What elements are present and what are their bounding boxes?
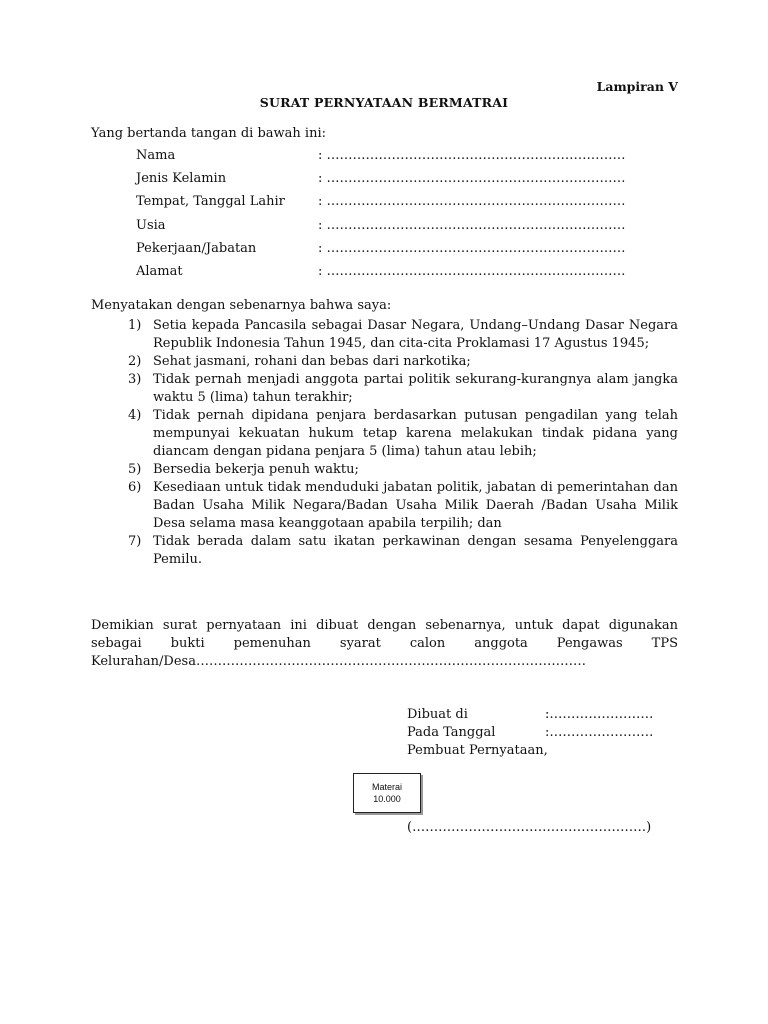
place-value-blank: :……………………: [545, 707, 654, 722]
field-value-blank: : ……………………………………………………………: [318, 263, 626, 279]
item-text: Kesediaan untuk tidak menduduki jabatan politik, jabatan di pemerintahan dan Badan Usaha Milik Negara/Badan Usaha Milik Daerah /Badan Usaha Milik Desa selama masa keanggotaan apabila terpilih; dan: [153, 480, 678, 531]
field-label: Jenis Kelamin: [136, 171, 227, 187]
field-value-blank: : ……………………………………………………………: [318, 148, 626, 163]
field-row-age: [136, 217, 626, 240]
stamp-box: [353, 773, 421, 813]
field-value-blank: : ……………………………………………………………: [318, 240, 626, 256]
field-label: Pekerjaan/Jabatan: [136, 240, 257, 256]
item-number: 3): [128, 372, 142, 387]
declaration-list: [128, 317, 678, 569]
list-item: [128, 371, 678, 407]
attachment-label: Lampiran V: [596, 79, 678, 94]
signer-row: [407, 742, 653, 760]
item-text: Setia kepada Pancasila sebagai Dasar Negara, Undang–Undang Dasar Negara Republik Indonesia Tahun 1945, dan cita-cita Proklamasi 17 Agustus 1945;: [153, 318, 678, 351]
item-text: Bersedia bekerja penuh waktu;: [153, 462, 359, 477]
item-number: 6): [128, 480, 142, 495]
list-item: [128, 461, 678, 479]
item-text: Tidak pernah menjadi anggota partai politik sekurang-kurangnya alam jangka waktu 5 (lima) tahun terakhir;: [153, 372, 678, 405]
stamp-value: 10.000: [373, 794, 401, 804]
list-item: [128, 407, 678, 461]
field-value-blank: : ……………………………………………………………: [318, 171, 626, 187]
item-number: 7): [128, 534, 142, 549]
list-item: [128, 353, 678, 371]
closing-paragraph: Demikian surat pernyataan ini dibuat dengan sebenarnya, untuk dapat digunakan sebagai bukti pemenuhan syarat calon anggota Pengawas TPS Kelurahan/Desa………………………………………………………………………………: [91, 618, 678, 669]
field-row-address: [136, 263, 626, 286]
field-label: Alamat: [136, 263, 183, 279]
date-label: Pada Tanggal: [407, 725, 496, 740]
item-number: 5): [128, 462, 142, 477]
signature-line: (………………………………………………): [407, 820, 652, 835]
item-text: Tidak berada dalam satu ikatan perkawinan dengan sesama Penyelenggara Pemilu.: [153, 534, 678, 567]
item-number: 4): [128, 408, 142, 423]
item-text: Sehat jasmani, rohani dan bebas dari narkotika;: [153, 354, 471, 369]
date-row: [407, 724, 653, 742]
field-row-gender: [136, 170, 626, 193]
list-item: [128, 479, 678, 533]
field-label: Tempat, Tanggal Lahir: [136, 194, 285, 210]
signature-block: [407, 706, 653, 760]
place-label: Dibuat di: [407, 707, 468, 722]
signer-label: Pembuat Pernyataan,: [407, 743, 548, 758]
field-row-birth: [136, 193, 626, 216]
place-row: [407, 706, 653, 724]
identity-fields: [136, 147, 626, 286]
date-value-blank: :……………………: [545, 725, 654, 740]
item-text: Tidak pernah dipidana penjara berdasarkan putusan pengadilan yang telah mempunyai kekuatan hukum tetap karena melakukan tindak pidana yang diancam dengan pidana penjara 5 (lima) tahun atau lebih;: [153, 408, 678, 459]
field-value-blank: : ……………………………………………………………: [318, 194, 626, 210]
field-row-occupation: [136, 240, 626, 263]
item-number: 2): [128, 354, 142, 369]
list-item: [128, 533, 678, 569]
item-number: 1): [128, 318, 142, 333]
list-item: [128, 317, 678, 353]
declaration-intro: Menyatakan dengan sebenarnya bahwa saya:: [91, 298, 392, 313]
intro-text: Yang bertanda tangan di bawah ini:: [91, 126, 326, 141]
document-title: SURAT PERNYATAAN BERMATRAI: [259, 95, 509, 110]
field-label: Usia: [136, 217, 166, 233]
field-label: Nama: [136, 148, 176, 163]
stamp-label: Materai: [371, 782, 402, 792]
field-row-name: [136, 147, 626, 170]
field-value-blank: : ……………………………………………………………: [318, 217, 626, 233]
